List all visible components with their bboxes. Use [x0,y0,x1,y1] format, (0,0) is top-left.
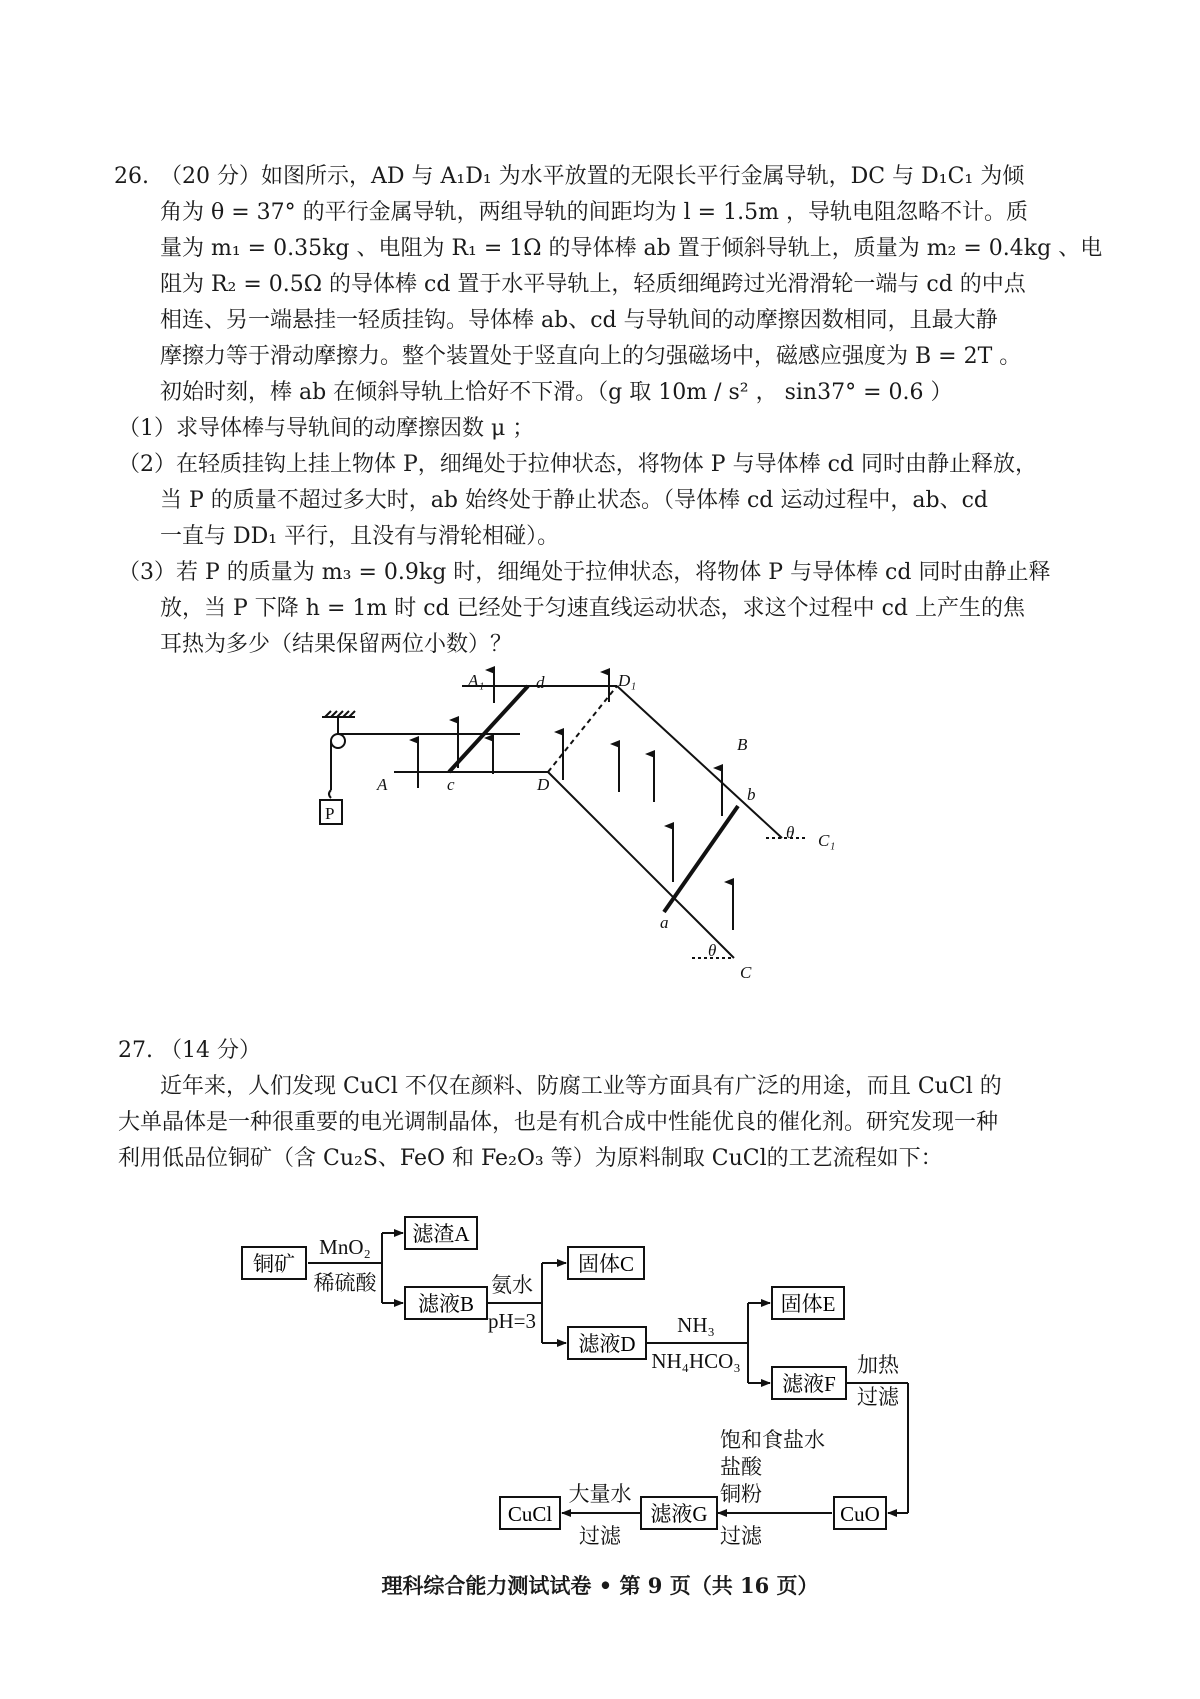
cond-nh3: NH₃ [677,1313,715,1337]
q27-line-2: 大单晶体是一种很重要的电光调制晶体，也是有机合成中性能优良的催化剂。研究发现一种 [118,1110,999,1135]
q27-line-1: 近年来，人们发现 CuCl 不仅在颜料、防腐工业等方面具有广泛的用途，而且 CuCl 的 [160,1074,1002,1099]
label-theta-top: θ [786,823,795,842]
label-c-upper: C [740,963,752,982]
q26-sub-3-cont-2: 耳热为多少（结果保留两位小数）？ [160,632,513,657]
svg-text:固体C: 固体C [577,1252,635,1276]
box-slag-a [405,1217,477,1249]
cond-mno2: MnO₂ [319,1235,371,1259]
box-filtrate-f [772,1367,846,1399]
q26-sub-2-cont-2: 一直与 DD₁ 平行，且没有与滑轮相碰）。 [160,524,560,549]
svg-text:滤液G: 滤液G [650,1502,708,1526]
cond-nh4hco3: NH₄HCO₃ [651,1349,741,1373]
box-filtrate-d [568,1327,646,1359]
label-theta-bottom: θ [708,941,717,960]
box-ore [242,1247,306,1279]
question-26-number: 26. [114,164,149,189]
label-c: c [447,775,455,794]
svg-text:滤液B: 滤液B [417,1292,475,1316]
cond-brine: 饱和食盐水 [720,1428,825,1452]
q26-line-5: 相连、另一端悬挂一轻质挂钩。导体棒 ab、cd 与导轨间的动摩擦因数相同，且最大静 [160,308,998,333]
q26-line-2: 角为 θ = 37° 的平行金属导轨，两组导轨的间距均为 l = 1.5m ，导轨电阻忽略不计。质 [160,200,1028,225]
q27-header: 27. （14 分） [118,1038,261,1063]
q26-sub-2: （2）在轻质挂钩上挂上物体 P，细绳处于拉伸状态，将物体 P 与导体棒 cd 同时由静止释放， [118,452,1037,477]
q26-sub-3-cont-1: 放，当 P 下降 h = 1m 时 cd 已经处于匀速直线运动状态，求这个过程中 cd 上产生的焦 [160,596,1026,621]
svg-text:CuCl: CuCl [507,1502,553,1526]
label-a-upper: A [377,775,388,794]
box-filtrate-g [641,1497,717,1529]
cond-filter-2: 过滤 [720,1524,762,1548]
cond-filter-3: 过滤 [579,1524,621,1548]
box-solid-e [772,1287,844,1319]
svg-text:铜矿: 铜矿 [253,1252,295,1276]
q26-line-3: 量为 m₁ = 0.35kg 、电阻为 R₁ = 1Ω 的导体棒 ab 置于倾斜导轨上，质量为 m₂ = 0.4kg 、电 [160,236,1103,261]
q26-line-6: 摩擦力等于滑动摩擦力。整个装置处于竖直向上的匀强磁场中，磁感应强度为 B = 2T 。 [160,344,1022,369]
cond-copper: 铜粉 [720,1482,762,1506]
q26-line-7: 初始时刻，棒 ab 在倾斜导轨上恰好不下滑。（g 取 10m / s² ， sin37° = 0.6 ） [160,380,953,405]
q27-line-3: 利用低品位铜矿（含 Cu₂S、FeO 和 Fe₂O₃ 等）为原料制取 CuCl的工艺流程如下： [118,1146,943,1171]
page-footer: 理科综合能力测试试卷 • 第 9 页（共 16 页） [381,1573,819,1598]
label-b: b [747,785,756,804]
label-c1: C₁ [818,831,836,850]
box-cucl [500,1497,560,1529]
cond-acid: 稀硫酸 [313,1271,377,1295]
q26-sub-3: （3）若 P 的质量为 m₃ = 0.9kg 时，细绳处于拉伸状态，将物体 P 与导体棒 cd 同时由静止释 [118,560,1051,585]
label-d-upper: D [537,775,550,794]
box-cuo [834,1497,886,1529]
q26-sub-1: （1）求导体棒与导轨间的动摩擦因数 μ ； [118,416,535,441]
cond-filter-1: 过滤 [857,1385,899,1409]
label-d1: D₁ [618,671,637,690]
svg-text:固体E: 固体E [780,1292,836,1316]
svg-text:CuO: CuO [840,1502,880,1526]
q26-line-4: 阻为 R₂ = 0.5Ω 的导体棒 cd 置于水平导轨上，轻质细绳跨过光滑滑轮一端与 cd 的中点 [160,272,1026,297]
q26-sub-2-cont-1: 当 P 的质量不超过多大时，ab 始终处于静止状态。（导体棒 cd 运动过程中，ab、cd [160,488,988,513]
label-d: d [536,673,545,692]
cond-ph: pH=3 [487,1309,537,1333]
cond-hcl: 盐酸 [720,1455,762,1479]
label-a: a [660,913,669,932]
label-a1: A₁ [468,671,485,690]
q26-line-1: （20 分）如图所示，AD 与 A₁D₁ 为水平放置的无限长平行金属导轨，DC 与 D₁C₁ 为倾 [160,164,1025,189]
svg-text:滤液F: 滤液F [782,1372,836,1396]
svg-text:滤液D: 滤液D [578,1332,636,1356]
cond-ammonia: 氨水 [491,1273,533,1297]
label-p: P [325,804,335,823]
svg-text:滤渣A: 滤渣A [412,1222,470,1246]
label-b-upper: B [737,735,748,754]
cond-heat: 加热 [857,1353,899,1377]
box-filtrate-b [405,1287,487,1319]
box-solid-c [568,1247,644,1279]
cond-water: 大量水 [568,1482,632,1506]
